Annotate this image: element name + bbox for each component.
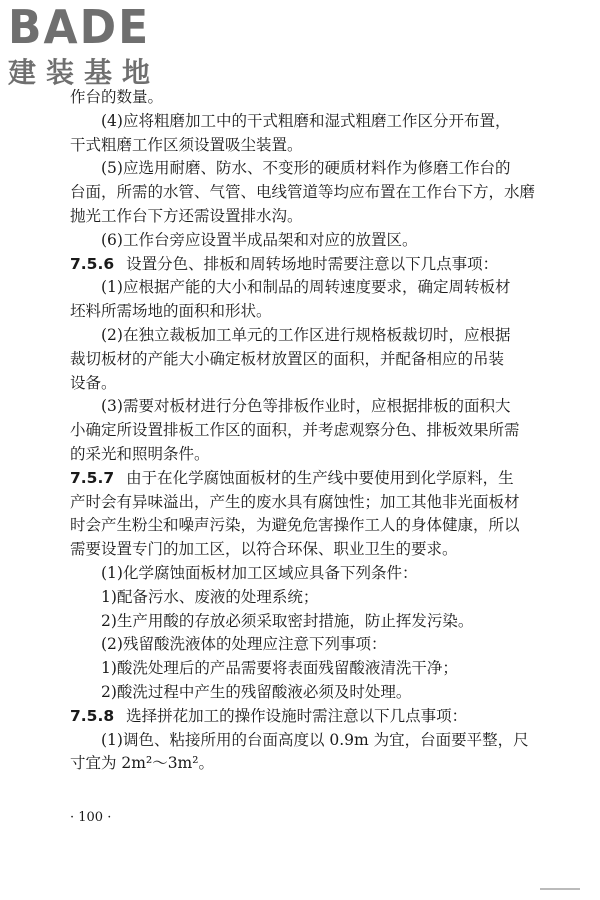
line-text: 产时会有异味溢出，产生的废水具有腐蚀性；加工其他非光面板材 — [70, 492, 520, 511]
line-text: (3)需要对板材进行分色等排板作业时，应根据排板的面积大 — [101, 397, 511, 416]
text-line — [70, 538, 540, 562]
line-text: (2)在独立裁板加工单元的工作区进行规格板裁切时，应根据 — [101, 325, 511, 344]
line-text: 作台的数量。 — [70, 88, 164, 106]
line-text: 寸宜为 2m²～3m²。 — [70, 754, 214, 773]
line-text: 时会产生粉尘和噪声污染，为避免危害操作工人的身体健康，所以 — [70, 516, 520, 535]
text-line — [70, 681, 540, 705]
line-text: (2)残留酸洗液体的处理应注意下列事项： — [101, 635, 387, 654]
text-line — [70, 586, 540, 610]
line-text: (5)应选用耐磨、防水、不变形的硬质材料作为修磨工作台的 — [101, 159, 511, 178]
line-text: 2)酸洗过程中产生的残留酸液必须及时处理。 — [101, 682, 412, 701]
section-heading-line — [70, 253, 540, 277]
text-line — [70, 419, 540, 443]
line-text: 需要设置专门的加工区，以符合环保、职业卫生的要求。 — [70, 540, 458, 559]
text-line — [70, 110, 540, 134]
line-text: (6)工作台旁应设置半成品架和对应的放置区。 — [101, 230, 418, 249]
line-text: 由于在化学腐蚀面板材的生产线中要使用到化学原料，生 — [126, 468, 514, 487]
text-line — [70, 134, 540, 158]
section-heading-line — [70, 467, 540, 491]
text-line — [70, 229, 540, 253]
line-text: 坯料所需场地的面积和形状。 — [70, 302, 272, 321]
bade-logo — [8, 0, 188, 94]
text-line — [70, 300, 540, 324]
line-text: (4)应将粗磨加工中的干式粗磨和湿式粗磨工作区分开布置， — [101, 111, 511, 130]
text-line — [70, 633, 540, 657]
text-line — [70, 657, 540, 681]
line-text: 小确定所设置排板工作区的面积，并考虑观察分色、排板效果所需 — [70, 421, 520, 440]
line-text: 干式粗磨工作区须设置吸尘装置。 — [70, 135, 303, 154]
text-line — [70, 372, 540, 396]
text-line — [70, 514, 540, 538]
text-line — [70, 610, 540, 634]
line-text: 1)酸洗处理后的产品需要将表面残留酸液清洗干净； — [101, 659, 458, 678]
line-text: 台面，所需的水管、气管、电线管道等均应布置在工作台下方，水磨 — [70, 183, 536, 202]
section-number: 7.5.6 — [70, 254, 115, 273]
text-line — [70, 157, 540, 181]
line-text: 设备。 — [70, 373, 117, 392]
logo-chinese-text: 建装基地 — [8, 56, 161, 89]
text-line — [70, 324, 540, 348]
line-text: 1)配备污水、废液的处理系统； — [101, 587, 319, 606]
logo-brand-text: BADE — [8, 0, 151, 55]
line-text: 裁切板材的产能大小确定板材放置区的面积，并配备相应的吊装 — [70, 349, 505, 368]
document-body — [70, 86, 540, 776]
line-text: 的采光和照明条件。 — [70, 444, 210, 463]
text-line — [70, 205, 540, 229]
line-text: (1)化学腐蚀面板材加工区域应具备下列条件： — [101, 563, 418, 582]
line-text: 抛光工作台下方还需设置排水沟。 — [70, 206, 303, 225]
scan-edge-mark — [540, 888, 580, 890]
line-text: (1)应根据产能的大小和制品的周转速度要求，确定周转板材 — [101, 278, 511, 297]
text-line — [70, 562, 540, 586]
line-text: 设置分色、排板和周转场地时需要注意以下几点事项： — [126, 254, 499, 273]
line-text: 选择拼花加工的操作设施时需注意以下几点事项： — [126, 706, 468, 725]
text-line — [70, 348, 540, 372]
section-number: 7.5.7 — [70, 468, 115, 487]
text-line — [70, 395, 540, 419]
line-text: 2)生产用酸的存放必须采取密封措施，防止挥发污染。 — [101, 611, 474, 630]
text-line — [70, 443, 540, 467]
text-line — [70, 86, 540, 110]
section-number: 7.5.8 — [70, 706, 115, 725]
text-line — [70, 276, 540, 300]
text-line — [70, 491, 540, 515]
section-heading-line — [70, 705, 540, 729]
line-text: (1)调色、粘接所用的台面高度以 0.9m 为宜，台面要平整，尺 — [101, 730, 529, 749]
text-line — [70, 181, 540, 205]
page-number: · 100 · — [70, 810, 112, 825]
text-line — [70, 729, 540, 753]
text-line — [70, 752, 540, 776]
